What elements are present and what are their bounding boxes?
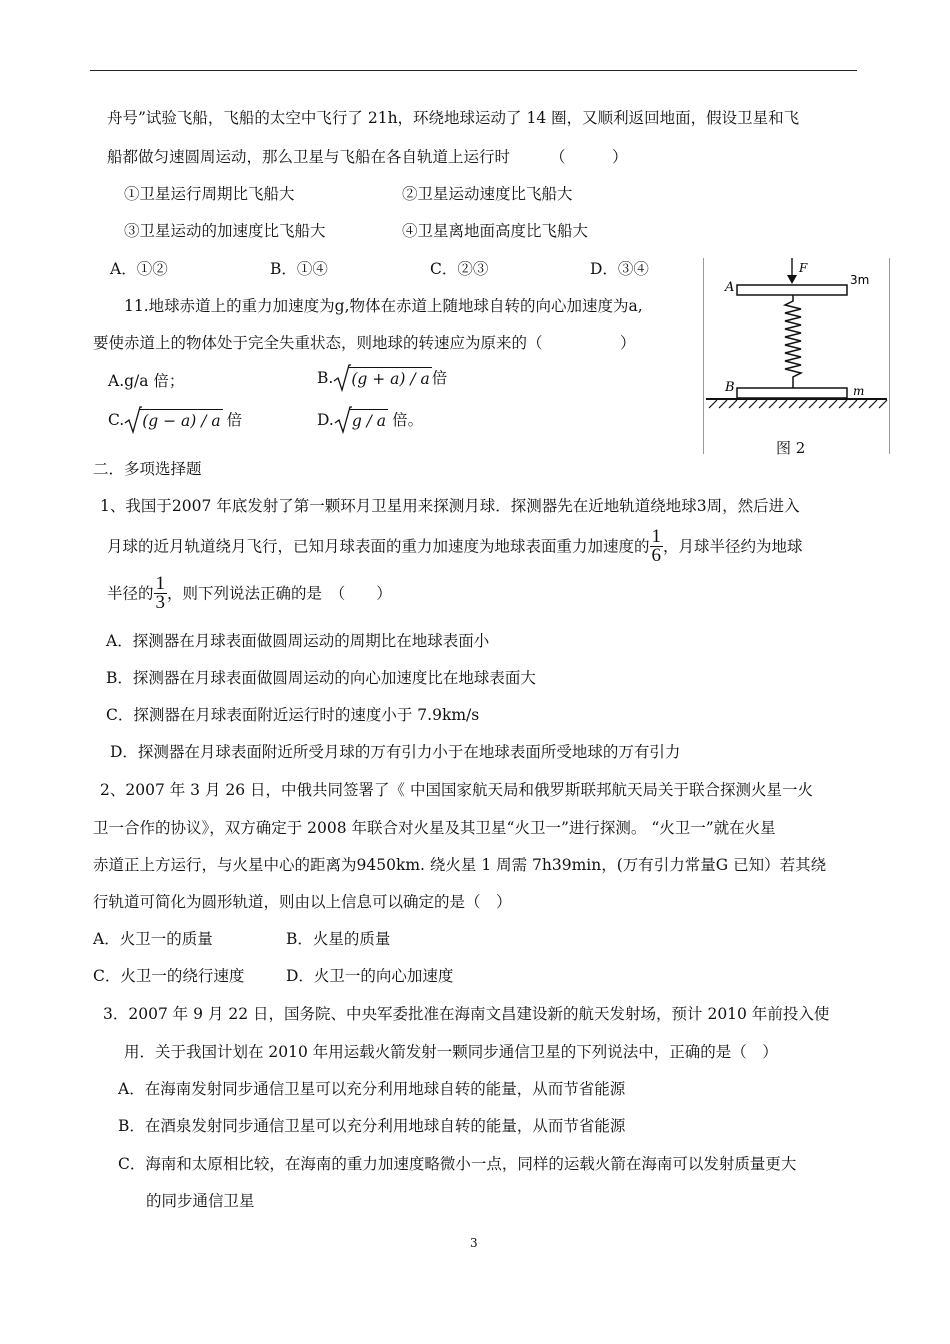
figure-2 [703, 258, 890, 454]
q11-option-b-prefix: B. [317, 369, 334, 387]
page-number: 3 [470, 1236, 478, 1250]
mq1-option-b: B．探测器在月球表面做圆周运动的向心加速度比在地球表面大 [106, 669, 536, 687]
mq3-option-a: A．在海南发射同步通信卫星可以充分利用地球自转的能量，从而节省能源 [118, 1080, 626, 1098]
mq3-option-b: B．在酒泉发射同步通信卫星可以充分利用地球自转的能量，从而节省能源 [118, 1117, 626, 1135]
label-a: A [725, 280, 735, 295]
statement-4: ④卫星离地面高度比飞船大 [402, 222, 589, 240]
mq1-line-3 [107, 575, 392, 619]
mq1-option-a: A．探测器在月球表面做圆周运动的周期比在地球表面小 [106, 632, 490, 650]
fraction-one-sixth [650, 528, 664, 565]
q11-option-d-prefix: D. [317, 411, 334, 429]
mq2-line-3: 赤道正上方运行，与火星中心的距离为9450km. 绕火星 1 周需 7h39min，(万有引力常量G 已知）若其绕 [93, 856, 827, 874]
sqrt-radicand: g / a [350, 409, 388, 432]
q11-option-b-suffix: 倍 [431, 369, 448, 387]
option-d: D．③④ [590, 260, 649, 278]
question-11-line-1: 11.地球赤道上的重力加速度为g,物体在赤道上随地球自转的向心加速度为a, [124, 297, 643, 315]
label-f: F [799, 261, 808, 275]
mq2-option-a: A．火卫一的质量 [93, 930, 213, 948]
mq2-option-d: D．火卫一的向心加速度 [286, 967, 454, 985]
fraction-one-third [154, 575, 168, 612]
statement-1: ①卫星运行周期比飞船大 [124, 185, 295, 203]
mq2-line-4: 行轨道可简化为圆形轨道，则由以上信息可以确定的是（ ） [93, 893, 512, 911]
q11-option-a: A.g/a 倍； [108, 372, 185, 390]
sqrt-expression [333, 364, 431, 392]
mq3-line-2: 用．关于我国计划在 2010 年用运载火箭发射一颗同步通信卫星的下列说法中，正确的是（ ） [124, 1043, 778, 1061]
q11-option-d [317, 406, 423, 436]
mq1-line-2-pre: 月球的近月轨道绕月飞行，已知月球表面的重力加速度为地球表面重力加速度的 [107, 537, 650, 556]
q11-option-c-prefix: C. [108, 411, 125, 429]
mq1-option-d: D．探测器在月球表面附近所受月球的万有引力小于在地球表面所受地球的万有引力 [110, 743, 681, 761]
statement-3: ③卫星运动的加速度比飞船大 [124, 222, 326, 240]
q11-option-d-suffix: 倍。 [392, 411, 424, 429]
sqrt-expression [334, 406, 388, 434]
fraction-numerator: 1 [651, 526, 662, 547]
label-b: B [725, 380, 735, 395]
mq2-line-1: 2、2007 年 3 月 26 日，中俄共同签署了《 中国国家航天局和俄罗斯联邦航天局关于联合探测火星一火 [100, 781, 813, 799]
mq3-line-1: 3．2007 年 9 月 22 日，国务院、中央军委批准在海南文昌建设新的航天发射场，预计 2010 年前投入使 [103, 1005, 830, 1023]
q11-option-b [317, 364, 447, 394]
sqrt-expression [124, 406, 222, 434]
fraction-denominator: 6 [651, 545, 662, 566]
label-3m: 3m [850, 273, 870, 287]
text-line: 舟号”试验飞船，飞船的太空中飞行了 21h，环绕地球运动了 14 圈，又顺利返回地面，假设卫星和飞 [107, 109, 800, 127]
figure-caption: 图 2 [776, 439, 806, 457]
statement-2: ②卫星运动速度比飞船大 [402, 185, 573, 203]
option-b: B．①④ [270, 260, 328, 278]
section-heading: 二．多项选择题 [93, 460, 202, 478]
text-line: 船都做匀速圆周运动，那么卫星与飞船在各自轨道上运行时 [107, 148, 511, 166]
mq1-option-c: C．探测器在月球表面附近运行时的速度小于 7.9km/s [106, 706, 480, 724]
mq3-option-c-cont: 的同步通信卫星 [146, 1192, 255, 1210]
question-11-line-2: 要使赤道上的物体处于完全失重状态，则地球的转速应为原来的（ ） [93, 334, 636, 352]
sqrt-radicand: (g − a) / a [140, 409, 222, 432]
q11-option-c-suffix: 倍 [226, 411, 243, 429]
mq1-line-1: 1、我国于2007 年底发射了第一颗环月卫星用来探测月球．探测器先在近地轨道绕地球3周，然后进入 [100, 497, 800, 515]
mq3-option-c: C．海南和太原相比较，在海南的重力加速度略微小一点，同样的运载火箭在海南可以发射质量更大 [118, 1155, 797, 1173]
mq2-line-2: 卫一合作的协议》，双方确定于 2008 年联合对火星及其卫星“火卫一”进行探测。 “火卫一”就在火星 [93, 819, 776, 837]
option-c: C．②③ [430, 260, 489, 278]
mq2-option-b: B．火星的质量 [286, 930, 391, 948]
answer-paren: （ ） [550, 148, 628, 166]
option-a: A．①② [110, 260, 168, 278]
mq2-option-c: C．火卫一的绕行速度 [93, 967, 245, 985]
mq1-line-2 [107, 528, 803, 572]
label-m: m [853, 384, 865, 398]
q11-option-c [108, 406, 242, 436]
spring-diagram [703, 258, 890, 454]
header-rule [90, 70, 857, 71]
fraction-numerator: 1 [155, 573, 166, 594]
mq1-line-3-pre: 半径的 [107, 584, 154, 603]
mq1-line-2-post: ，月球半径约为地球 [663, 537, 803, 556]
mq1-line-3-post: ，则下列说法正确的是 （ ） [167, 584, 392, 603]
sqrt-radicand: (g + a) / a [349, 367, 431, 390]
fraction-denominator: 3 [155, 592, 166, 613]
